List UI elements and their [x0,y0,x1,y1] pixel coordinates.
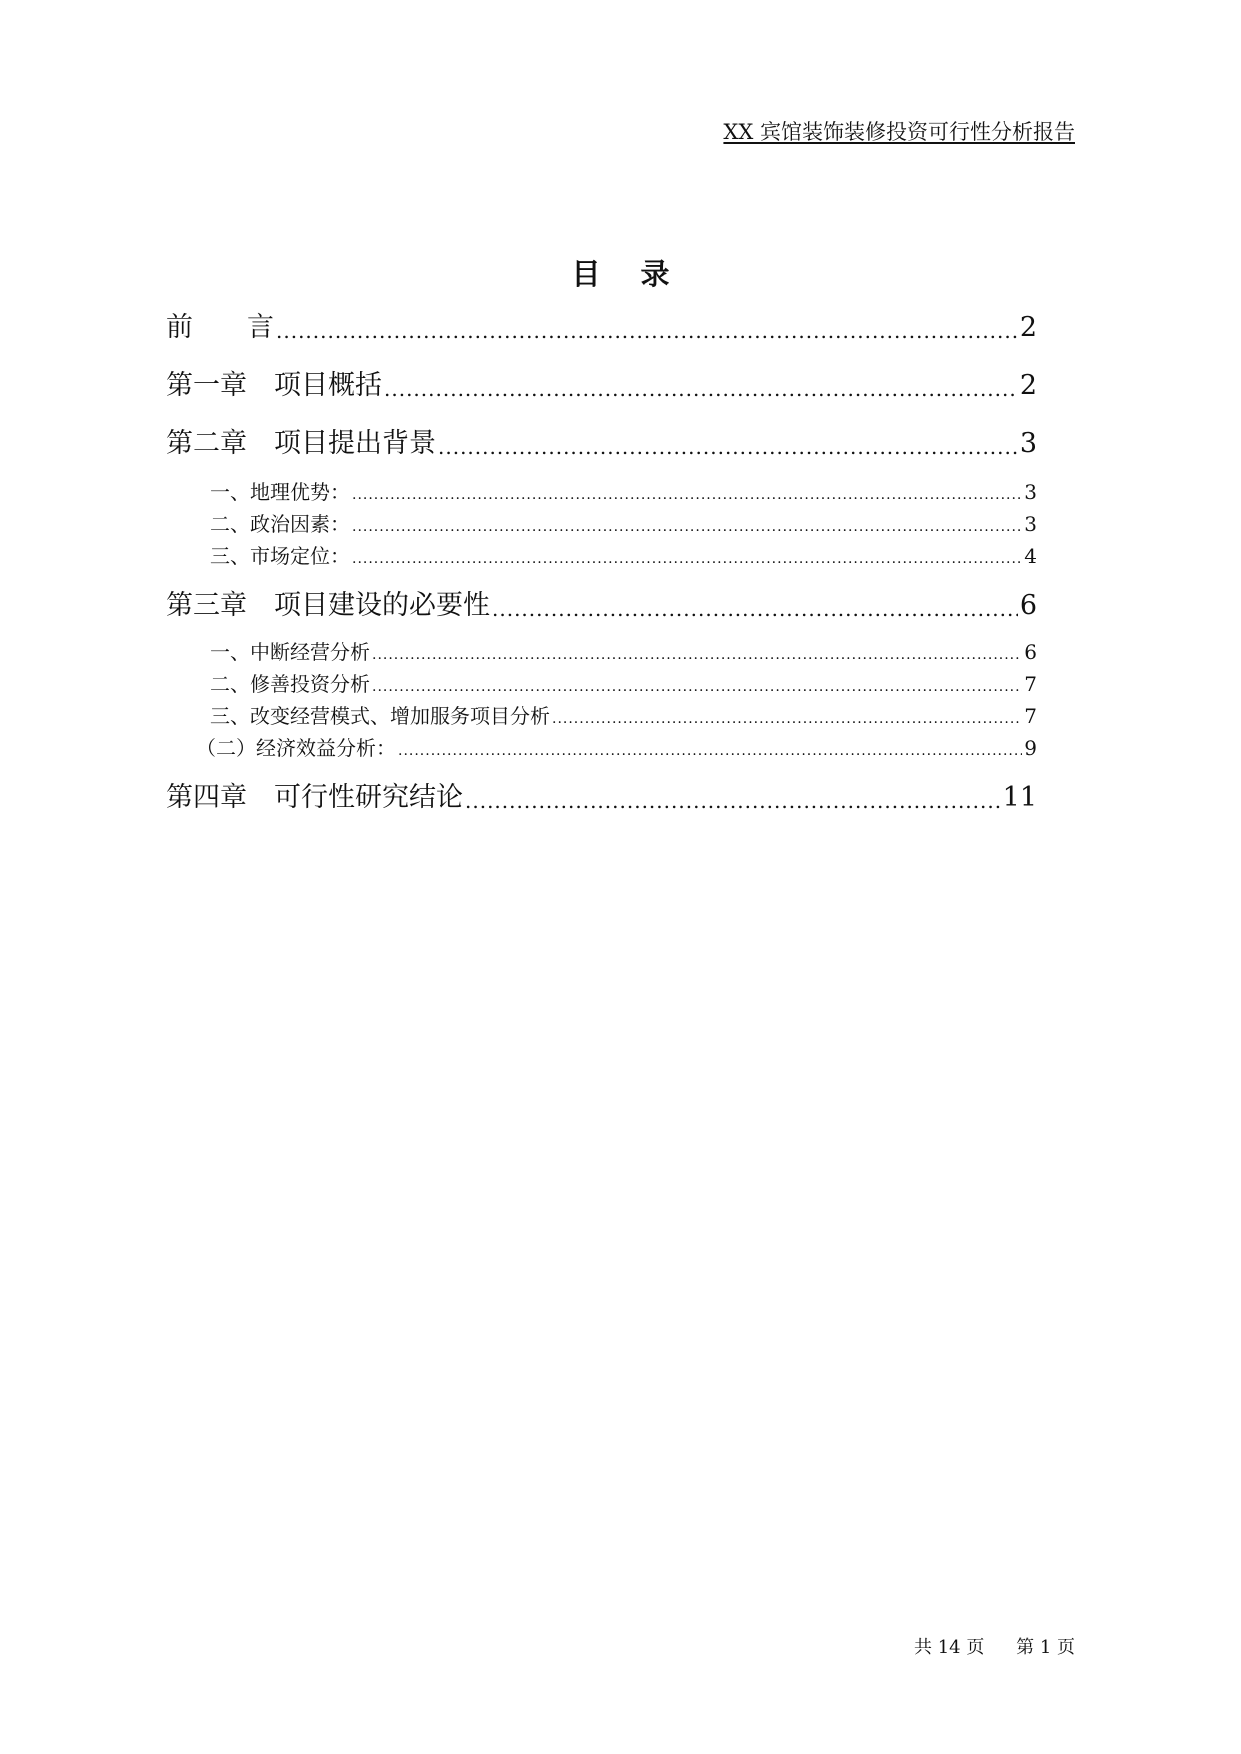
toc-entry-chapter-4[interactable] [166,780,1037,816]
toc-entry-page: 3 [1024,480,1037,504]
toc-dot-leader [465,786,1001,816]
toc-dot-leader [352,516,1022,538]
toc-entry-section[interactable] [166,510,1037,538]
toc-entry-label: 二、政治因素： [210,512,350,536]
toc-dot-leader [398,740,1022,762]
toc-dot-leader [438,432,1018,462]
toc-entry-section[interactable] [166,702,1037,730]
toc-entry-chapter-2[interactable] [166,426,1037,462]
toc-entry-page: 7 [1024,704,1037,728]
toc-entry-label: 三、改变经营模式、增加服务项目分析 [210,704,550,728]
toc-dot-leader [372,644,1022,666]
toc-entry-label: 第一章 项目概括 [166,370,382,401]
toc-dot-leader [492,594,1018,624]
toc-entry-page: 2 [1019,312,1037,343]
toc-entry-page: 6 [1024,640,1037,664]
total-pages: 共 14 页 [914,1637,985,1658]
toc-entry-label: 一、中断经营分析 [210,640,370,664]
toc-entry-section[interactable] [166,670,1037,698]
toc-title: 目录 [571,257,710,291]
page-footer [914,1633,1075,1659]
current-page: 第 1 页 [1016,1637,1075,1658]
toc-entry-label: 三、市场定位： [210,544,350,568]
toc-dot-leader [372,676,1022,698]
toc-dot-leader [384,374,1018,404]
toc-entry-page: 11 [1002,782,1037,813]
toc-dot-leader [552,708,1022,730]
toc-entry-subsection[interactable] [166,734,1037,762]
toc-dot-leader [276,316,1018,346]
toc-entry-preface[interactable] [166,310,1037,346]
toc-entry-page: 2 [1019,370,1037,401]
toc-entry-chapter-3[interactable] [166,588,1037,624]
document-header-title: XX 宾馆装饰装修投资可行性分析报告 [723,120,1075,144]
toc-entry-chapter-1[interactable] [166,368,1037,404]
toc-dot-leader [352,484,1022,506]
toc-entry-page: 7 [1024,672,1037,696]
toc-entry-section[interactable] [166,638,1037,666]
toc-entry-label: 一、地理优势： [210,480,350,504]
toc-entry-section[interactable] [166,478,1037,506]
toc-entry-label: 第四章 可行性研究结论 [166,782,463,813]
toc-entry-page: 6 [1019,590,1037,621]
toc-dot-leader [352,548,1022,570]
toc-entry-page: 9 [1024,736,1037,760]
toc-entry-label: （二）经济效益分析： [196,736,396,760]
toc-entry-section[interactable] [166,542,1037,570]
toc-entry-page: 3 [1019,428,1037,459]
toc-entry-page: 3 [1024,512,1037,536]
toc-entry-label: 前 言 [166,312,274,343]
toc-entry-page: 4 [1024,544,1037,568]
toc-entry-label: 第二章 项目提出背景 [166,428,436,459]
toc-entry-label: 二、修善投资分析 [210,672,370,696]
toc-entry-label: 第三章 项目建设的必要性 [166,590,490,621]
